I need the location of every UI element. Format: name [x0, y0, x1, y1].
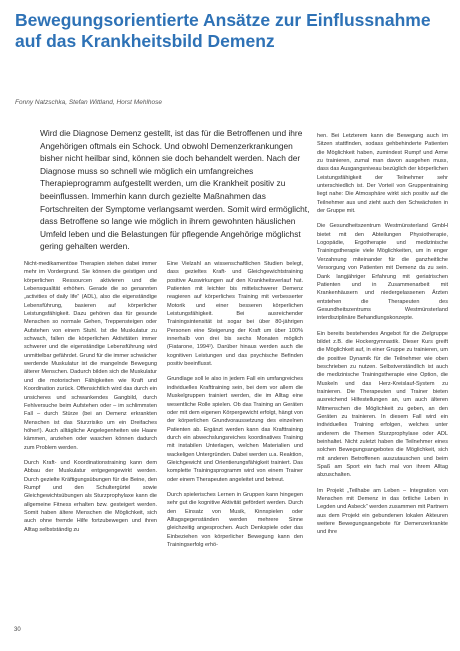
body-paragraph: Im Projekt „Teilhabe am Leben – Integration von Menschen mit Demenz in das örtliche Leben in Legden und Asbeck“ werden zusammen mit Partnern aus dem Projekt ein gebundenen lokalen Akteuren weitere Bewegungsangebote für Demenzerkrankte und ihre: [317, 487, 448, 536]
body-paragraph: Grundlage soll le also in jedem Fall ein umfangreiches individuelles Krafttraining sein, bei dem vor allem die Muskelgruppen trainiert werden, die im Alltag eine wesentliche Rolle spielen. Ob das Training an Geräten oder mit dem eigenen Körpergewicht erfolgt, hängt von der körperlichen Grundvoraussetzung des einzelnen Patienten ab. Ergänzt werden kann das Krafttraining durch ein abwechslungsreiches koordinatives Training mit instabilen Unterlagen, welchen Materialien und wackeligen Untergründen. Dabei werden u.a. Reaktion, Gleichgewicht und Orientierungsfähigkeit trainiert. Das komplette Trainingsprogramm wird von einem Trainer oder einem Therapeuten angeleitet und betreut.: [167, 376, 303, 483]
body-paragraph: hen. Bei Letzterem kann die Bewegung auch im Sitzen stattfinden, sodass gehbehinderte Patienten die Möglichkeit haben, zumindest Rumpf und Arme zu trainieren, zumal man davon ausgehen muss, dass das Ausgangsniveau bezüglich der körperlichen Leistungsfähigkeit der Teilnehmer sehr unterschiedlich ist. Der Vorteil von Gruppentraining liegt nahe: Die Atmosphäre wirkt sich positiv auf die Teilnehmer aus und zieht auch den Schwächsten in der Gruppe mit.: [317, 133, 448, 215]
body-paragraph: Eine Vielzahl an wissenschaftlichen Studien belegt, dass gezieltes Kraft- und Gleichgewichtstraining positive Auswirkungen auf den Krankheitsverlauf hat. Patienten mit leichter bis mittelschwerer Demenz reagieren auf körperliches Training mit verbesserter Motorik und einer besseren körperlichen Leistungsfähigkeit. Bei ausreichender Trainingsintensität ist sogar bei über 80-jährigen Personen eine Steigerung der Kraft um über 100% innerhalb von drei bis sechs Monaten möglich (Fiatarone, 1994¹). Darüber hinaus werden auch die kognitiven Leistungen und das psychische Befinden positiv beeinflusst.: [167, 261, 303, 368]
body-column-right: [317, 132, 448, 544]
body-column-middle: [167, 260, 303, 556]
article-title: Bewegungsorientierte Ansätze zur Einflussnahme auf das Krankheitsbild Demenz: [15, 10, 431, 51]
body-paragraph: Ein bereits bestehendes Angebot für die Zielgruppe bildet z.B. die Hockergymnastik. Dieser Kurs greift die Möglichkeit auf, in einer Gruppe zu trainieren, um die positive Dynamik für die Teilnehmer wie oben beschrieben zu nutzen. Selbstverständlich ist auch die medizinische Trainingstherapie eine Option, die Muskeln und das Herz-Kreislauf-System zu trainieren. Die Therapeuten und Trainer bieten ausreichend Hilfestellungen an, um auch älteren Mitmenschen die Möglichkeit zu geben, an den Geräten zu trainieren. In diesem Fall wird ein individuelles Training erfolgen, welches unter anderem die Themen Sturzprophylaxe oder ADL beinhaltet. Nicht zuletzt haben die Teilnehmer eines solchen Bewegungsangebotes die Möglichkeit, sich mit anderen Betroffenen auszutauschen und beim Spaß am Sport ein fach mal von ihrem Alltag abzuschalten.: [317, 330, 448, 479]
body-paragraph: Durch spielerisches Lernen in Gruppen kann hingegen sehr gut die kognitive Aktivität gefördert werden. Durch den Einsatz von Musik, Kinnspielen oder Alltagsgegenständen werden mehrere Sinne gleichzeitig angesprochen. Auch Denkspiele oder das Einbeziehen von körperlicher Bewegung kann den Trainingserfolg erhö-: [167, 491, 303, 548]
article-authors: Fonny Natzschka, Stefan Wittland, Horst Mehlhose: [15, 99, 162, 106]
body-column-left: [24, 260, 157, 541]
lead-paragraph: Wird die Diagnose Demenz gestellt, ist das für die Betroffenen und ihre Angehörigen oftmals ein Schock. Und obwohl Demenzerkrankungen bisher nicht heilbar sind, können sie doch behandelt werden. Nach der Diagnose muss so schnell wie möglich ein umfangreiches Therapieprogramm aufgestellt werden, um die Krankheit positiv zu beeinflussen. Immerhin kann durch gezielte Maßnahmen das Fortschreiten der Symptome verlangsamt werden. Somit wird ermöglicht, dass Betroffene so lange wie möglich in ihrem gewohnten häuslichen Umfeld leben und die Belastungen für pflegende Angehörige möglichst gering gehalten werden.: [40, 128, 310, 252]
body-paragraph: Die Gesundheitszentrum Westmünsterland GmbH bietet mit den Abteilungen Physiotherapie, Logopädie, Ergotherapie und medizinische Trainingstherapie viele Möglichkeiten, um in enger Verzahnung miteinander für die ganzheitliche Versorgung von Patienten mit Demenz da zu sein. Dank langjähriger Erfahrung mit geriatrischen Patienten und in Zusammenarbeit mit Krankenhäusern und niedergelassenen Ärzten entstehen die Therapeuten des Gesundheitszentrums Westmünsterland interdisziplinäre Behandlungskonzepte.: [317, 223, 448, 322]
page-number: 30: [14, 627, 21, 633]
body-paragraph: Durch Kraft- und Koordinationstraining kann dem Abbau der Muskulatur entgegengewirkt werden. Durch gezielte Kräftigungsübungen für die Beine, den Rumpf und den Schultergürtel sowie Gleichgewichtsübungen als Sturzprophylaxe kann die allgemeine Fitness erhalten bzw. gesteigert werden. Somit haben ältere Menschen die Möglichkeit, sich auch ohne fremde Hilfe fortzubewegen und ihren Alltag selbstständig zu: [24, 459, 157, 533]
body-paragraph: Nicht-medikamentöse Therapien stehen dabei immer mehr im Vordergrund. Sie können die geistigen und körperlichen Ressourcen aktivieren und die Lebensqualität erhöhen. Gerade die so genannten „activities of daily life“ (ADL), also die eigenständige Lebensführung, basieren auf körperlicher Leistungsfähigkeit. Dazu gehören das für gesunde Menschen so normale Gehen, Treppensteigen oder Aufstehen von einem Stuhl. Ist die Muskulatur zu schwach, fallen die körperlichen Aktivitäten immer schwerer und die eigenständige Lebensführung wird unmittelbar gefährdet. Grund für die immer schwächer werdende Muskulatur ist die mangelnde Bewegung älterer Menschen. Dadurch bilden sich die Muskulatur und die motorischen Fähigkeiten wie Kraft und Koordination zurück. Offensichtlich wird das durch ein unsicheres und schwankendes Gangbild, durch Fehlversuche beim Aufstehen oder – im schlimmsten Fall – durch Stürze (bei an Demenz erkrankten Menschen ist das Sturzrisiko um ein Dreifaches höher!). Auch alltägliche Angelegenheiten wie Haare kämmen, anziehen oder waschen können dadurch zum Problem werden.: [24, 261, 157, 451]
